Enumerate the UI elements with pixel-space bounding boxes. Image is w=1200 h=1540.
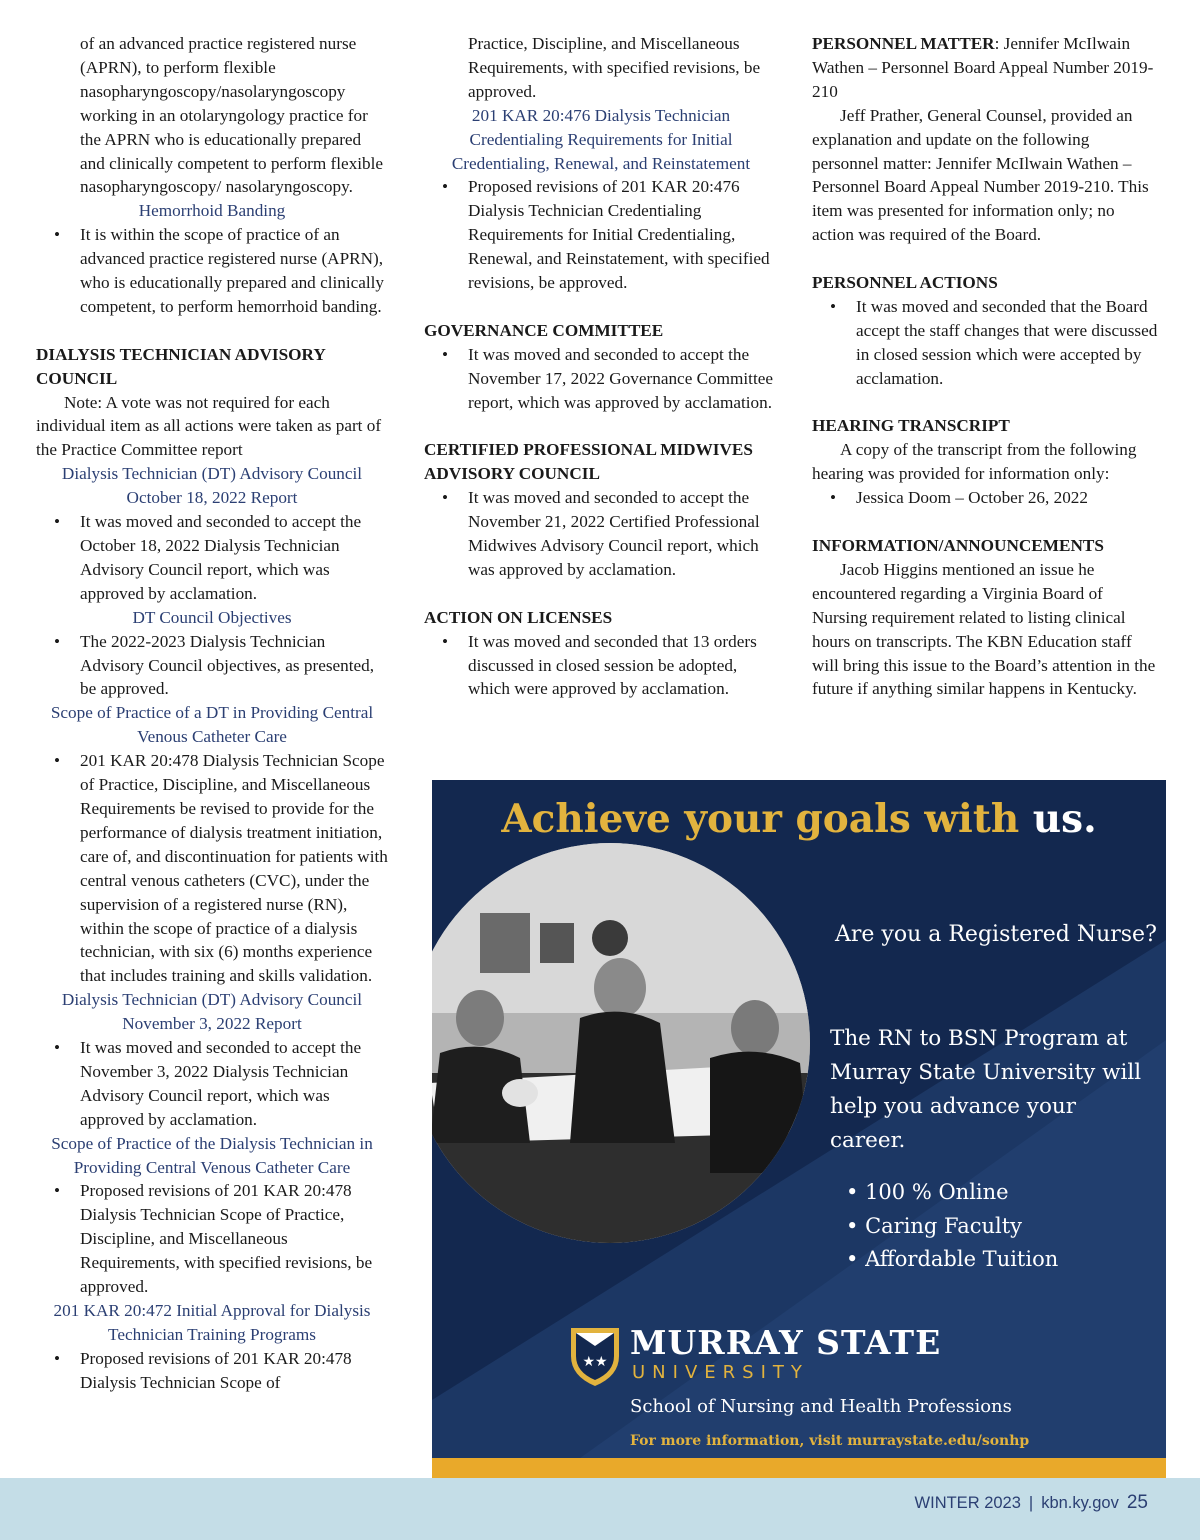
svg-text:★★: ★★ — [582, 1354, 608, 1370]
list-item: • Affordable Tuition — [846, 1243, 1058, 1277]
list-item: • 100 % Online — [846, 1176, 1058, 1210]
list-hearing — [812, 486, 1158, 510]
subheading-dt-october-report: Dialysis Technician (DT) Advisory Council October 18, 2022 Report — [61, 464, 363, 508]
list-kar-472 — [36, 1347, 388, 1395]
note-dtac: Note: A vote was not required for each individual item as all actions were taken as part of the Practice Committee report — [36, 392, 382, 460]
list-item: • Proposed revisions of 201 KAR 20:478 Dialysis Technician Scope of Practice, Discipline, and Miscellaneous Requirements, with specified revisions, be approved. — [36, 1179, 388, 1299]
subheading-kar-472: 201 KAR 20:472 Initial Approval for Dialysis Technician Training Programs — [53, 1301, 371, 1344]
personnel-matter-title: : Jennifer McIlwain Wathen – Personnel Board Appeal Number 2019-210 — [812, 34, 1154, 101]
heading-governance-committee: GOVERNANCE COMMITTEE — [424, 320, 664, 340]
list-kar-476 — [424, 175, 778, 295]
list-item: • Caring Faculty — [846, 1210, 1058, 1244]
ad-gold-bar — [432, 1458, 1166, 1478]
heading-action-on-licenses: ACTION ON LICENSES — [424, 607, 613, 627]
column-1 — [36, 32, 388, 1395]
subheading-dt-november-report: Dialysis Technician (DT) Advisory Council November 3, 2022 Report — [61, 990, 363, 1034]
ad-question: Are you a Registered Nurse? — [835, 922, 1157, 947]
footer-separator: | — [1028, 1494, 1034, 1512]
list-scope-dt — [36, 749, 388, 988]
heading-personnel-actions: PERSONNEL ACTIONS — [812, 273, 998, 293]
list-item: • Jessica Doom – October 26, 2022 — [812, 486, 1158, 510]
list-licenses — [424, 630, 778, 702]
subheading-scope-dt-cvc: Scope of Practice of a DT in Providing Central Venous Catheter Care — [50, 703, 374, 747]
paragraph-personnel-matter: Jeff Prather, General Counsel, provided an explanation and update on the following personnel matter: Jennifer McIlwain Wathen – Personnel Board Appeal Number 2019-210. This item was presented for information only; no action was required of the Board. — [812, 105, 1149, 245]
subheading-kar-476: 201 KAR 20:476 Dialysis Technician Credentialing Requirements for Initial Credentialing, Renewal, and Reinstatement — [451, 105, 751, 173]
list-item: • It was moved and seconded that 13 orders discussed in closed session be adopted, which were approved by acclamation. — [424, 630, 778, 702]
brand-university: UNIVERSITY — [632, 1362, 809, 1383]
ad-headline — [432, 796, 1166, 842]
list-dt-oct — [36, 510, 388, 606]
list-objectives — [36, 630, 388, 702]
column-2 — [424, 32, 778, 701]
heading-cpm-advisory-council: CERTIFIED PROFESSIONAL MIDWIVES ADVISORY COUNCIL — [424, 440, 753, 484]
ad-features — [846, 1176, 1058, 1277]
list-item: • Proposed revisions of 201 KAR 20:476 Dialysis Technician Credentialing Requirements for Initial Credentialing, Renewal, and Reinstatement, with specified revisions, be approved. — [424, 175, 778, 295]
footer-issue: WINTER 2023 — [914, 1494, 1021, 1512]
ad-school-name: School of Nursing and Health Professions — [630, 1396, 1012, 1417]
list-cpm — [424, 486, 778, 582]
subheading-dt-council-objectives: DT Council Objectives — [132, 607, 292, 627]
column-3 — [812, 32, 1158, 701]
page-footer — [0, 1478, 1200, 1540]
heading-dialysis-technician-advisory-council: DIALYSIS TECHNICIAN ADVISORY COUNCIL — [36, 344, 326, 388]
heading-hearing-transcript: HEARING TRANSCRIPT — [812, 416, 1010, 436]
list-governance — [424, 343, 778, 415]
murray-state-advertisement — [432, 780, 1166, 1478]
intro-continuation: of an advanced practice registered nurse (APRN), to perform flexible nasopharyngoscopy/nasolaryngoscopy working in an otolaryngology practice for the APRN who is educationally prepared and clinically competent to perform flexible nasopharyngoscopy/ nasolaryngoscopy. — [80, 34, 384, 197]
list-item: • It was moved and seconded to accept the November 17, 2022 Governance Committee report, which was approved by acclamation. — [424, 343, 778, 415]
footer-site[interactable]: kbn.ky.gov — [1041, 1494, 1119, 1512]
heading-personnel-matter: PERSONNEL MATTER — [812, 34, 995, 53]
ad-info-link[interactable]: For more information, visit murraystate.edu/sonhp — [630, 1433, 1030, 1449]
list-item: • It was moved and seconded to accept the November 21, 2022 Certified Professional Midwives Advisory Council report, which was approved by acclamation. — [424, 486, 778, 582]
ad-headline-accent: us. — [1032, 796, 1097, 842]
murray-state-shield-icon — [569, 1326, 621, 1388]
list-item: • Proposed revisions of 201 KAR 20:478 Dialysis Technician Scope of — [36, 1347, 388, 1395]
subheading-scope-dialysis-technician: Scope of Practice of the Dialysis Technician in Providing Central Venous Catheter Care — [51, 1133, 373, 1177]
footer-text — [915, 1492, 1148, 1514]
ad-headline-main: Achieve your goals with — [501, 796, 1033, 842]
list-item: • 201 KAR 20:478 Dialysis Technician Scope of Practice, Discipline, and Miscellaneous Requirements be revised to provide for the performance of dialysis treatment initiation, care of, and discontinuation for patients with central venous catheters (CVC), under the supervision of a registered nurse (RN), within the scope of practice of a dialysis technician, with six (6) months experience that includes training and skills validation. — [36, 749, 388, 988]
ad-message: The RN to BSN Program at Murray State University will help you advance your career. — [830, 1026, 1142, 1153]
list-hemorrhoid — [36, 223, 388, 319]
list-dt-nov — [36, 1036, 388, 1132]
list-item: • It was moved and seconded to accept the October 18, 2022 Dialysis Technician Advisory Council report, which was approved by acclamation. — [36, 510, 388, 606]
list-scope-dialysis — [36, 1179, 388, 1299]
list-personnel-actions — [812, 295, 1158, 391]
kar-472-continuation: Practice, Discipline, and Miscellaneous Requirements, with specified revisions, be approved. — [468, 34, 761, 101]
personnel-matter-line — [812, 32, 1158, 104]
brand-wordmark: MURRAY STATE — [630, 1323, 942, 1362]
paragraph-info: Jacob Higgins mentioned an issue he encountered regarding a Virginia Board of Nursing requirement related to listing clinical hours on transcripts. The KBN Education staff will bring this issue to the Board’s attention in the future if anything similar happens in Kentucky. — [812, 559, 1156, 699]
heading-information-announcements: INFORMATION/ANNOUNCEMENTS — [812, 535, 1104, 555]
list-item: • It was moved and seconded to accept the November 3, 2022 Dialysis Technician Advisory Council report, which was approved by acclamation. — [36, 1036, 388, 1132]
paragraph-hearing: A copy of the transcript from the following hearing was provided for information only: — [812, 440, 1137, 484]
list-item: • The 2022-2023 Dialysis Technician Advisory Council objectives, as presented, be approved. — [36, 630, 388, 702]
list-item: • It was moved and seconded that the Board accept the staff changes that were discussed in closed session which were accepted by acclamation. — [812, 295, 1158, 391]
subheading-hemorrhoid-banding: Hemorrhoid Banding — [138, 201, 286, 221]
list-item: • It is within the scope of practice of an advanced practice registered nurse (APRN), who is educationally prepared and clinically competent, to perform hemorrhoid banding. — [36, 223, 388, 319]
page-number: 25 — [1126, 1492, 1148, 1513]
